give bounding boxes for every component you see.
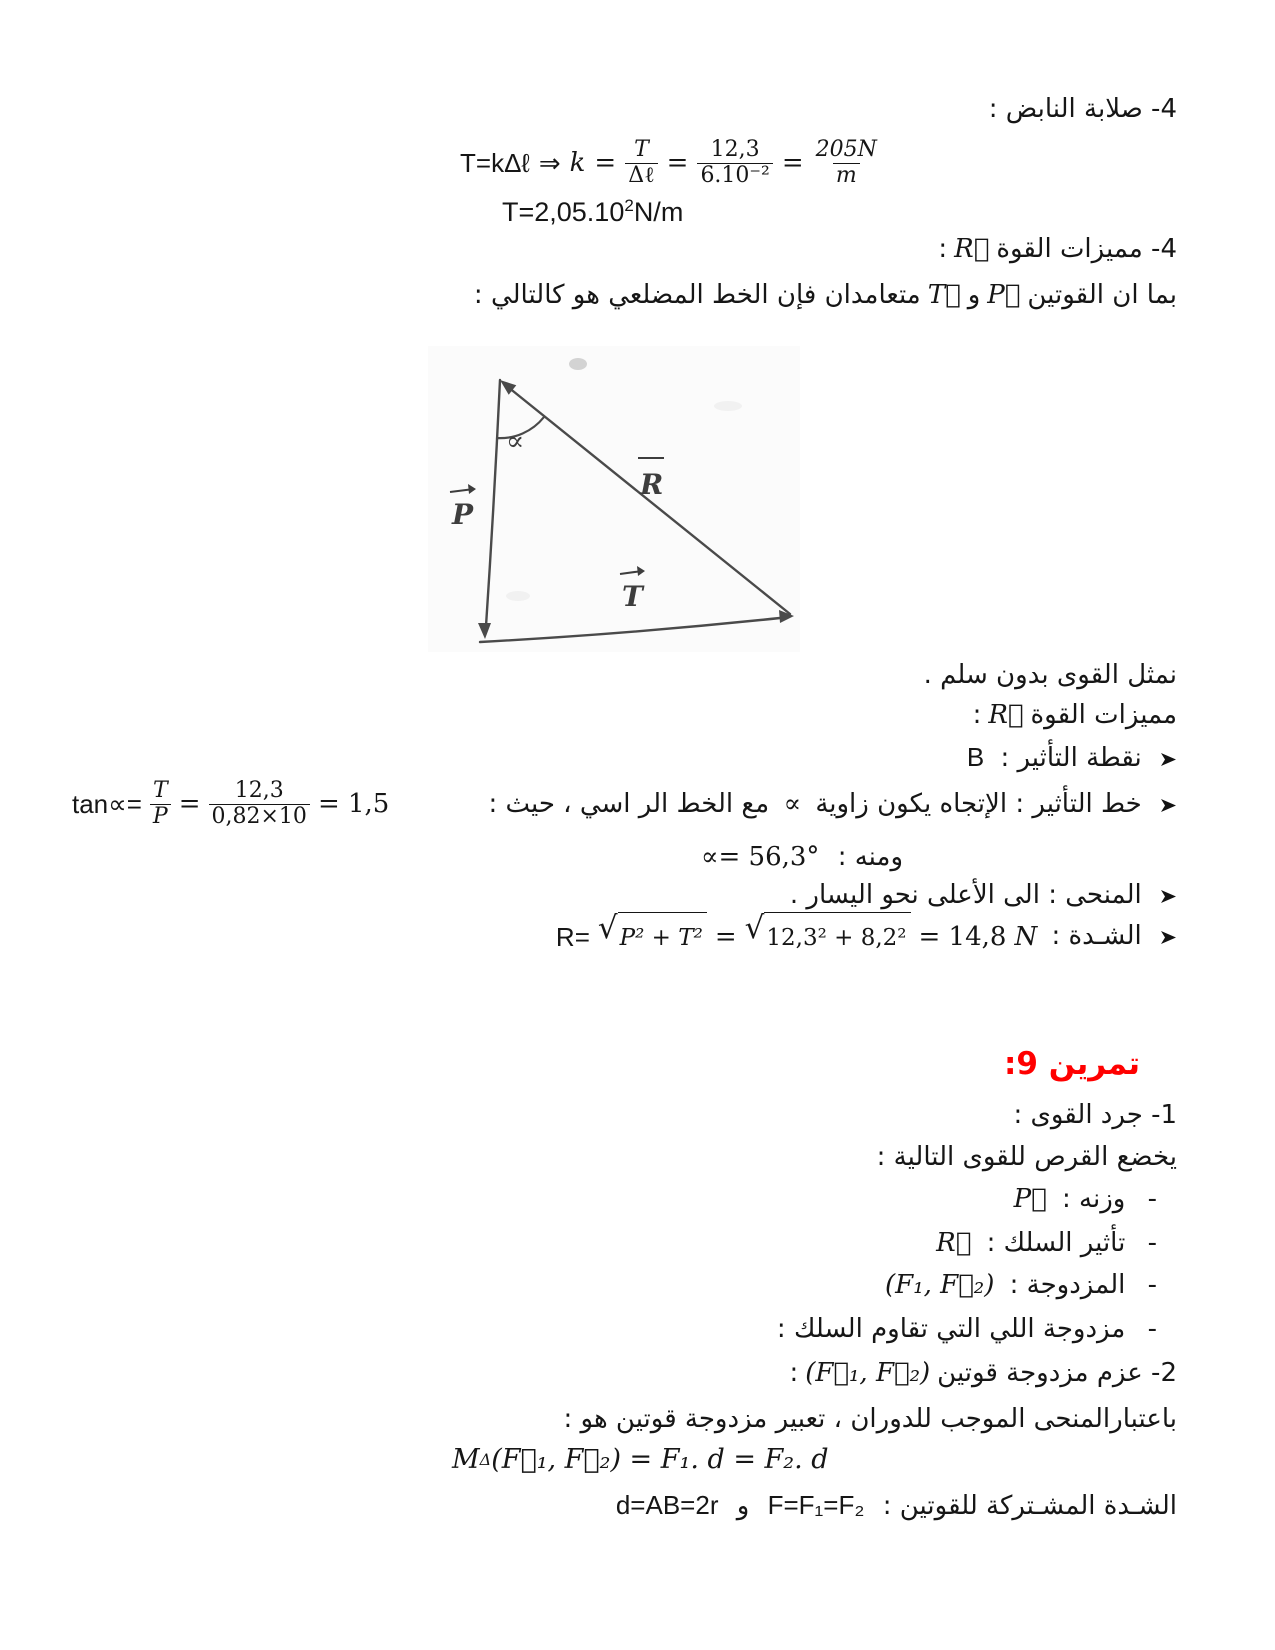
item-label: مزدوجة اللي التي تقاوم السلك : [776,1314,1126,1344]
heading-text: 4- مميزات القوة [996,234,1177,264]
bullet-direction [790,878,1177,912]
common-intensity-line [606,1488,1177,1523]
moment-formula [452,1444,829,1475]
scan-smudge [506,591,530,601]
T-label: T [622,580,643,613]
implies-symbol: ⇒ [538,147,561,178]
result-unit: N/m [633,197,684,227]
dash-bullet: - [1147,1270,1157,1300]
hence-word: ومنه : [837,842,903,872]
fraction-numerator: 12,3 [710,136,760,162]
point-B: B [966,742,985,772]
force-equality: F=F₁=F₂ [767,1490,865,1520]
magnitude-label: الشـدة : [1051,921,1142,951]
moment-expression: (F⃗₁, F⃗₂) = F₁. d = F₂. d [491,1444,829,1475]
tan-formula [72,779,389,829]
fraction-denominator: m [833,163,860,189]
item-math: (F₁, F⃗₂) [885,1270,995,1300]
bullet-arrow-icon [1160,889,1177,904]
result-exponent: 2 [624,196,634,215]
R-vector-symbol: R⃗ [954,234,990,264]
line-of-action-text-b: مع الخط الر اسي ، حيث : [488,789,770,819]
P-label: P [452,498,474,531]
radicand: P² + T² [618,912,707,961]
intro-text-a: بما ان القوتين [1027,280,1177,310]
equals: = [714,921,737,952]
fraction-denominator: P [150,804,171,830]
result-base: T=2,05.10 [502,197,625,227]
scan-smudge [569,358,587,370]
tan-result: = 1,5 [317,789,390,819]
dash-bullet: - [1147,1228,1157,1258]
bullet-arrow-icon [1160,798,1177,813]
moment-M: M [452,1444,480,1475]
item-label: تأثير السلك : [986,1228,1126,1258]
scan-smudge [714,401,742,411]
bullet-text [488,789,1177,819]
magnitude-result: = 14,8 [918,921,1007,952]
scan-tint [428,346,800,652]
bullet-magnitude [550,912,1177,961]
list-item-couple [878,1268,1157,1302]
item-math: R⃗ [936,1228,972,1258]
fraction-numerator: 205N [815,136,877,162]
direction-text: المنحى : الى الأعلى نحو اليسار . [789,880,1142,910]
spring-stiffness-heading: 4- صلابة النابض : [988,94,1177,124]
forces-intro-line: يخضع القرص للقوى التالية : [876,1142,1177,1172]
sqrt-numeric [745,912,911,961]
no-scale-line: نمثل القوى بدون سلم . [923,660,1177,690]
fraction-T-dl [625,138,657,188]
formula-lhs: T=kΔℓ [460,147,530,178]
dash-bullet: - [1147,1314,1157,1344]
k-symbol: k [569,148,586,178]
question2-colon: : [789,1358,799,1388]
bullet-point-of-application [967,740,1177,775]
equals: = [666,148,689,178]
R-label: R [640,468,664,501]
fraction-numerator: T [152,777,168,803]
moment-delta-subscript: Δ [479,1450,492,1469]
alpha-label: ∝ [506,426,525,457]
R-equals: R= [555,921,590,952]
question2-text: 2- عزم مزدوجة قوتين [937,1358,1177,1388]
fraction-numerator: T [634,136,649,162]
positive-direction-line: باعتبارالمنحى الموجب للدوران ، تعبير مزدوجة قوتين هو : [563,1404,1177,1434]
alpha-symbol: ∝ [783,789,802,819]
perpendicular-forces-line [474,278,1177,312]
exercise9-title: تمرين 9: [1003,1046,1140,1082]
tan-lhs: tan∝= [72,788,142,819]
heading-colon: : [972,700,982,730]
intro-text-b: متعامدان فإن الخط المضلعي هو كالتالي : [473,280,921,310]
fraction-values [209,779,310,829]
fraction-result [813,138,880,188]
bullet-line-of-action [66,776,1177,832]
equals: = [594,148,617,178]
equals: = [781,148,804,178]
newton-unit: N [1014,921,1038,952]
sqrt-symbolic [598,912,707,961]
bullet-label: نقطة التأثير : [1000,743,1142,773]
fraction-numerator: 12,3 [234,777,284,803]
spring-stiffness-result [502,196,683,228]
hence-line [701,842,903,872]
list-item-wire-effect [929,1226,1157,1260]
line-of-action-text-a: خط التأثير : الإتجاه يكون زاوية [815,789,1142,819]
question1-line: 1- جرد القوى : [1013,1100,1177,1130]
heading-text: مميزات القوة [1030,700,1177,730]
item-label: المزدوجة : [1009,1270,1126,1300]
alpha-value: ∝= 56,3° [700,842,820,872]
distance-equality: d=AB=2r [615,1490,719,1520]
force-R-heading [938,232,1177,266]
fraction-denominator: Δℓ [625,163,657,189]
and-word: و [736,1491,750,1521]
bullet-arrow-icon [1160,752,1177,767]
intensity-label: الشـدة المشـتركة للقوتين : [882,1491,1177,1521]
heading-colon: : [938,234,948,264]
features-heading [973,698,1177,732]
magnitude-formula [556,912,1037,961]
bullet-arrow-icon [1160,930,1177,945]
fraction-T-P [150,779,171,829]
spring-stiffness-formula [460,134,880,192]
item-math: P⃗ [1013,1184,1047,1214]
radical-sign: √ [744,910,765,946]
equals: = [178,789,201,819]
R-vector-symbol: R⃗ [988,700,1024,730]
fraction-values [697,138,772,188]
dash-bullet: - [1147,1184,1157,1214]
radicand: 12,3² + 8,2² [764,912,910,961]
fraction-denominator: 6.10⁻² [697,163,772,189]
force-triangle-diagram [428,346,800,652]
question2-line [789,1356,1177,1390]
and-word: و [967,280,981,310]
list-item-weight [1007,1182,1157,1216]
item-label: وزنه : [1062,1184,1126,1214]
couple-notation: (F⃗₁, F⃗₂) [805,1358,931,1388]
P-vector-symbol: P⃗ [987,280,1021,310]
fraction-denominator: 0,82×10 [209,804,310,830]
radical-sign: √ [597,910,618,946]
list-item-resisting-couple [777,1312,1157,1346]
T-vector-symbol: T⃗ [927,280,961,310]
